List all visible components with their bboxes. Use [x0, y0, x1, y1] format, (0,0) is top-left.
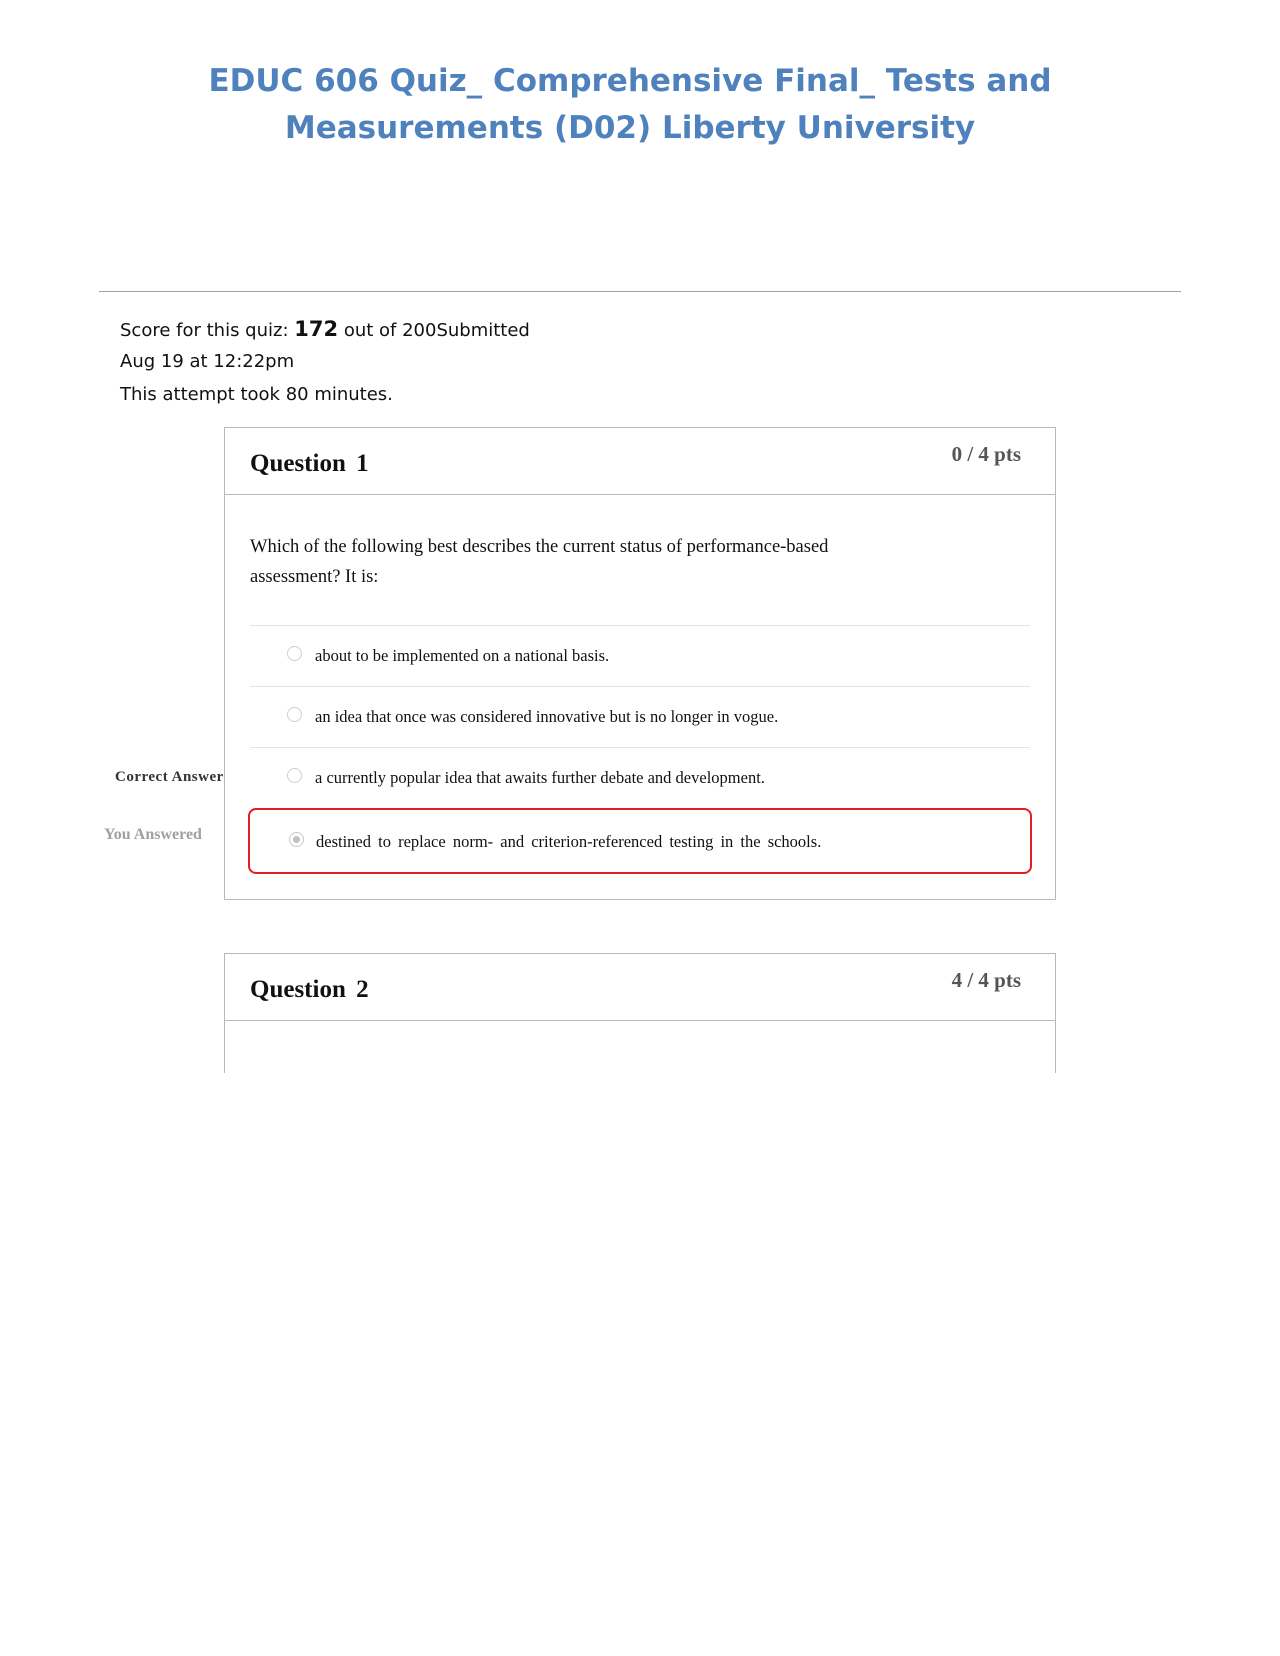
score-suffix: out of 200Submitted: [338, 320, 530, 341]
you-answered-label: You Answered: [104, 824, 202, 846]
document-title: EDUC 606 Quiz_ Comprehensive Final_ Tests and Measurements (D02) Liberty University: [208, 63, 1052, 146]
question-points: 4 / 4 pts: [951, 968, 1021, 992]
question-header: [225, 428, 1055, 495]
answer-list: [250, 625, 1030, 872]
question-header: [225, 954, 1055, 1021]
radio-button[interactable]: [287, 646, 302, 661]
submitted-date: Aug 19 at 12:22pm: [120, 351, 295, 372]
score-line: [120, 317, 530, 341]
answer-option[interactable]: [250, 686, 1030, 747]
answer-option-selected[interactable]: [250, 810, 1030, 872]
answer-text: an idea that once was considered innovative but is no longer in vogue.: [315, 707, 779, 726]
score-value: 172: [294, 317, 339, 341]
question-text: Which of the following best describes the current status of performance-based assessment? It is:: [250, 537, 829, 587]
question-title: Question 2: [250, 976, 369, 1003]
correct-answer-label: Correct Answer: [115, 767, 224, 788]
answer-text: about to be implemented on a national basis.: [315, 646, 610, 665]
question-title: Question 1: [250, 450, 369, 477]
radio-button[interactable]: [287, 768, 302, 783]
attempt-duration: This attempt took 80 minutes.: [120, 384, 393, 405]
answer-option[interactable]: [250, 625, 1030, 686]
answer-option-correct[interactable]: [250, 747, 1030, 808]
question-points: 0 / 4 pts: [951, 442, 1021, 466]
score-prefix: Score for this quiz:: [120, 320, 295, 341]
divider: [99, 291, 1181, 292]
question-card-1: [224, 427, 1056, 900]
radio-button-selected[interactable]: [289, 832, 304, 847]
answer-text: destined to replace norm- and criterion-referenced testing in the schools.: [316, 832, 822, 851]
radio-button[interactable]: [287, 707, 302, 722]
answer-text: a currently popular idea that awaits further debate and development.: [315, 768, 765, 787]
question-card-2: [224, 953, 1056, 1073]
